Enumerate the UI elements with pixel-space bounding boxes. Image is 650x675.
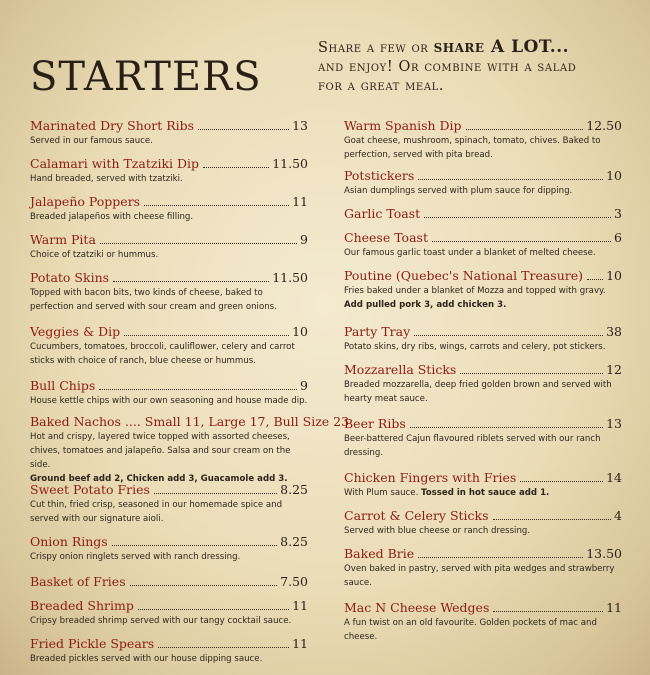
menu-item-description: [30, 172, 308, 186]
menu-item-price: 7.50: [280, 574, 308, 589]
dot-leader: [138, 609, 289, 610]
menu-item: [344, 230, 622, 260]
menu-item-description-text: Potato skins, dry ribs, wings, carrots and celery, pot stickers.: [344, 342, 606, 352]
menu-item-description-text: Topped with bacon bits, two kinds of cheese, baked to perfection and served with sour cream and green onions.: [30, 288, 277, 312]
menu-item-header: [30, 598, 308, 613]
menu-item-description: [344, 340, 622, 354]
menu-item-header: [30, 534, 308, 549]
menu-item-name: Veggies & Dip: [30, 324, 121, 339]
menu-item-description: [30, 498, 308, 526]
menu-item: [30, 156, 308, 186]
menu-item-name: Mac N Cheese Wedges: [344, 600, 490, 615]
menu-item-price: 10: [292, 324, 308, 339]
menu-item-name: Fried Pickle Spears: [30, 636, 155, 651]
menu-item-header: [30, 156, 308, 171]
menu-item-name: Carrot & Celery Sticks: [344, 508, 489, 523]
menu-item: [344, 168, 622, 198]
menu-item-addon: Ground beef add 2, Chicken add 3, Guacamole add 3.: [30, 474, 288, 484]
menu-item-price: 11: [606, 600, 622, 615]
menu-item-price: 11: [292, 636, 308, 651]
dot-leader: [418, 179, 603, 180]
menu-item-name: Cheese Toast: [344, 230, 428, 245]
menu-item-description-text: Oven baked in pastry, served with pita wedges and strawberry sauce.: [344, 564, 615, 588]
menu-item-name: Warm Spanish Dip: [344, 118, 462, 133]
menu-item-price: 12.50: [586, 118, 622, 133]
menu-item-price: 8.25: [280, 482, 308, 497]
dot-leader: [113, 281, 269, 282]
menu-item-description: [344, 524, 622, 538]
menu-item-description-text: Crispy onion ringlets served with ranch dressing.: [30, 552, 241, 562]
menu-item-description-text: Cut thin, fried crisp, seasoned in our homemade spice and served with our signature aioli.: [30, 500, 283, 524]
menu-item-header: [30, 574, 308, 589]
menu-item-addon: Add pulled pork 3, add chicken 3.: [344, 300, 507, 310]
menu-item-header: [30, 378, 308, 393]
menu-item-name: Basket of Fries: [30, 574, 126, 589]
tagline: [318, 38, 636, 96]
dot-leader: [460, 373, 603, 374]
menu-item: [344, 600, 622, 644]
menu-item-description-text: A fun twist on an old favourite. Golden pockets of mac and cheese.: [344, 618, 597, 642]
menu-item: [344, 470, 622, 500]
menu-item-description-text: Cripsy breaded shrimp served with our tangy cocktail sauce.: [30, 616, 292, 626]
menu-item-header: [30, 194, 308, 209]
menu-item: [344, 324, 622, 354]
menu-item-name: Garlic Toast: [344, 206, 421, 221]
menu-item-description-text: Hand breaded, served with tzatziki.: [30, 174, 183, 184]
menu-item-description-text: Breaded jalapeños with cheese filling.: [30, 212, 194, 222]
menu-item-price: 11: [292, 194, 308, 209]
menu-item-description: [344, 284, 622, 298]
menu-item-header: [344, 206, 622, 221]
menu-item-header: [344, 168, 622, 183]
menu-item-price: 13: [292, 118, 308, 133]
menu-item-addon: Tossed in hot sauce add 1.: [421, 488, 550, 498]
dot-leader: [493, 519, 612, 520]
dot-leader: [100, 243, 297, 244]
dot-leader: [124, 335, 289, 336]
menu-item: [30, 598, 308, 628]
menu-item-description-text: Our famous garlic toast under a blanket of melted cheese.: [344, 248, 596, 258]
menu-item-price: 8.25: [280, 534, 308, 549]
menu-item: [344, 416, 622, 460]
menu-item-name: Bull Chips: [30, 378, 96, 393]
menu-item-header: [344, 546, 622, 561]
dot-leader: [418, 557, 583, 558]
menu-item-header: [344, 118, 622, 133]
dot-leader: [198, 129, 289, 130]
menu-item-description: [30, 394, 308, 408]
dot-leader: [99, 389, 297, 390]
menu-item-description-text: Asian dumplings served with plum sauce for dipping.: [344, 186, 573, 196]
menu-item-header: [344, 416, 622, 431]
menu-item-name: Breaded Shrimp: [30, 598, 134, 613]
dot-leader: [520, 481, 603, 482]
menu-item-header: [344, 268, 622, 283]
menu-item-description: [30, 430, 308, 472]
menu-item-description: [344, 134, 622, 162]
dot-leader: [154, 493, 277, 494]
menu-item-description: [344, 246, 622, 260]
menu-item-header: [344, 230, 622, 245]
menu-item-description: [30, 550, 308, 564]
menu-item-name: Calamari with Tzatziki Dip: [30, 156, 200, 171]
menu-item-name: Mozzarella Sticks: [344, 362, 457, 377]
menu-item-description: [30, 652, 308, 666]
menu-item-price: 4: [614, 508, 622, 523]
menu-item-description: [344, 486, 622, 500]
menu-item-description: [30, 134, 308, 148]
menu-item-header: [344, 508, 622, 523]
menu-item-name: Potato Skins: [30, 270, 110, 285]
menu-item-description-text: Choice of tzatziki or hummus.: [30, 250, 159, 260]
menu-item-description-text: Served with blue cheese or ranch dressing.: [344, 526, 531, 536]
menu-item-description: [344, 378, 622, 406]
menu-item-price: 11.50: [272, 270, 308, 285]
menu-item-description-text: Goat cheese, mushroom, spinach, tomato, chives. Baked to perfection, served with pita bread.: [344, 136, 601, 160]
menu-item-description-text: Hot and crispy, layered twice topped with assorted cheeses, chives, tomatoes and jalapeño. Salsa and sour cream on the side.: [30, 432, 291, 470]
menu-item-header: [30, 232, 308, 247]
menu-item-price: 9: [300, 378, 308, 393]
menu-item: [30, 324, 308, 368]
menu-item-price: 12: [606, 362, 622, 377]
menu-item: [344, 362, 622, 406]
menu-item: [344, 118, 622, 162]
dot-leader: [203, 167, 269, 168]
page-title: STARTERS: [30, 54, 262, 100]
menu-item-description-text: Breaded mozzarella, deep fried golden brown and served with hearty meat sauce.: [344, 380, 612, 404]
menu-item: [30, 378, 308, 408]
menu-item: [30, 574, 308, 589]
dot-leader: [587, 279, 603, 280]
menu-item-description-text: Beer-battered Cajun flavoured riblets served with our ranch dressing.: [344, 434, 601, 458]
menu-item-description: [30, 340, 308, 368]
menu-item-header: [30, 270, 308, 285]
menu-item-name: Poutine (Quebec's National Treasure): [344, 268, 584, 283]
menu-item-price: 13.50: [586, 546, 622, 561]
menu-item-description-text: Breaded pickles served with our house dipping sauce.: [30, 654, 263, 664]
tagline-line1b: share A LOT...: [433, 37, 570, 57]
menu-item-header: [344, 324, 622, 339]
menu-item-price: 11.50: [272, 156, 308, 171]
menu-item: [30, 118, 308, 148]
dot-leader: [410, 427, 603, 428]
menu-item-price: 38: [606, 324, 622, 339]
dot-leader: [424, 217, 611, 218]
menu-item-header: [344, 362, 622, 377]
menu-item: [344, 206, 622, 221]
menu-item-header: [30, 482, 308, 497]
menu-item-name: Chicken Fingers with Fries: [344, 470, 517, 485]
menu-item-price: 13: [606, 416, 622, 431]
dot-leader: [158, 647, 289, 648]
menu-item-name: Baked Brie: [344, 546, 415, 561]
menu-item: [30, 232, 308, 262]
menu-item-description: [30, 614, 308, 628]
menu-item-price: 6: [614, 230, 622, 245]
tagline-line1a: Share a few or: [318, 40, 434, 56]
menu-item-header: [30, 118, 308, 133]
menu-item-description: [344, 184, 622, 198]
dot-leader: [112, 545, 277, 546]
menu-item-description: [344, 432, 622, 460]
menu-item-description-text: Served in our famous sauce.: [30, 136, 153, 146]
menu-item-name: Party Tray: [344, 324, 411, 339]
menu-item-price: 9: [300, 232, 308, 247]
menu-item-description-text: Cucumbers, tomatoes, broccoli, cauliflower, celery and carrot sticks with choice of ranch, blue cheese or hummus.: [30, 342, 295, 366]
menu-item-name: Beer Ribs: [344, 416, 406, 431]
dot-leader: [466, 129, 584, 130]
menu-item-price: 14: [606, 470, 622, 485]
menu-item-name: Baked Nachos .... Small 11, Large 17, Bull Size 23: [30, 414, 350, 429]
menu-item-description: [30, 248, 308, 262]
menu-item-price: 10: [606, 168, 622, 183]
menu-item-header: [344, 470, 622, 485]
menu-item-header: [30, 636, 308, 651]
menu-item: [30, 482, 308, 526]
menu-item: [344, 546, 622, 590]
menu-item-price: 3: [614, 206, 622, 221]
dot-leader: [432, 241, 611, 242]
menu-item: [30, 414, 350, 486]
menu-item: [344, 268, 622, 312]
menu-item-name: Potstickers: [344, 168, 415, 183]
tagline-line2: and enjoy! Or combine with a salad: [318, 59, 577, 75]
menu-item-header: [30, 324, 308, 339]
menu-item: [344, 508, 622, 538]
menu-item-name: Onion Rings: [30, 534, 108, 549]
menu-item: [30, 534, 308, 564]
menu-item-name: Jalapeño Poppers: [30, 194, 141, 209]
menu-item: [30, 270, 308, 314]
menu-item: [30, 194, 308, 224]
menu-item-description-text: House kettle chips with our own seasoning and house made dip.: [30, 396, 308, 406]
menu-item-header: [30, 414, 350, 429]
menu-item-description: [30, 210, 308, 224]
dot-leader: [144, 205, 289, 206]
menu-item-description: [344, 616, 622, 644]
menu-item-description: [344, 562, 622, 590]
menu-item-price: 11: [292, 598, 308, 613]
menu-item-header: [344, 600, 622, 615]
dot-leader: [493, 611, 603, 612]
menu-item-description-text: Fries baked under a blanket of Mozza and topped with gravy.: [344, 286, 606, 296]
menu-item-description: [30, 286, 308, 314]
menu-item-name: Marinated Dry Short Ribs: [30, 118, 195, 133]
tagline-line3: for a great meal.: [318, 78, 445, 94]
menu-item-name: Sweet Potato Fries: [30, 482, 150, 497]
menu-item-price: 10: [606, 268, 622, 283]
menu-item-description-text: With Plum sauce.: [344, 488, 422, 498]
menu-item-name: Warm Pita: [30, 232, 96, 247]
dot-leader: [414, 335, 603, 336]
menu-item: [30, 636, 308, 666]
dot-leader: [130, 585, 278, 586]
